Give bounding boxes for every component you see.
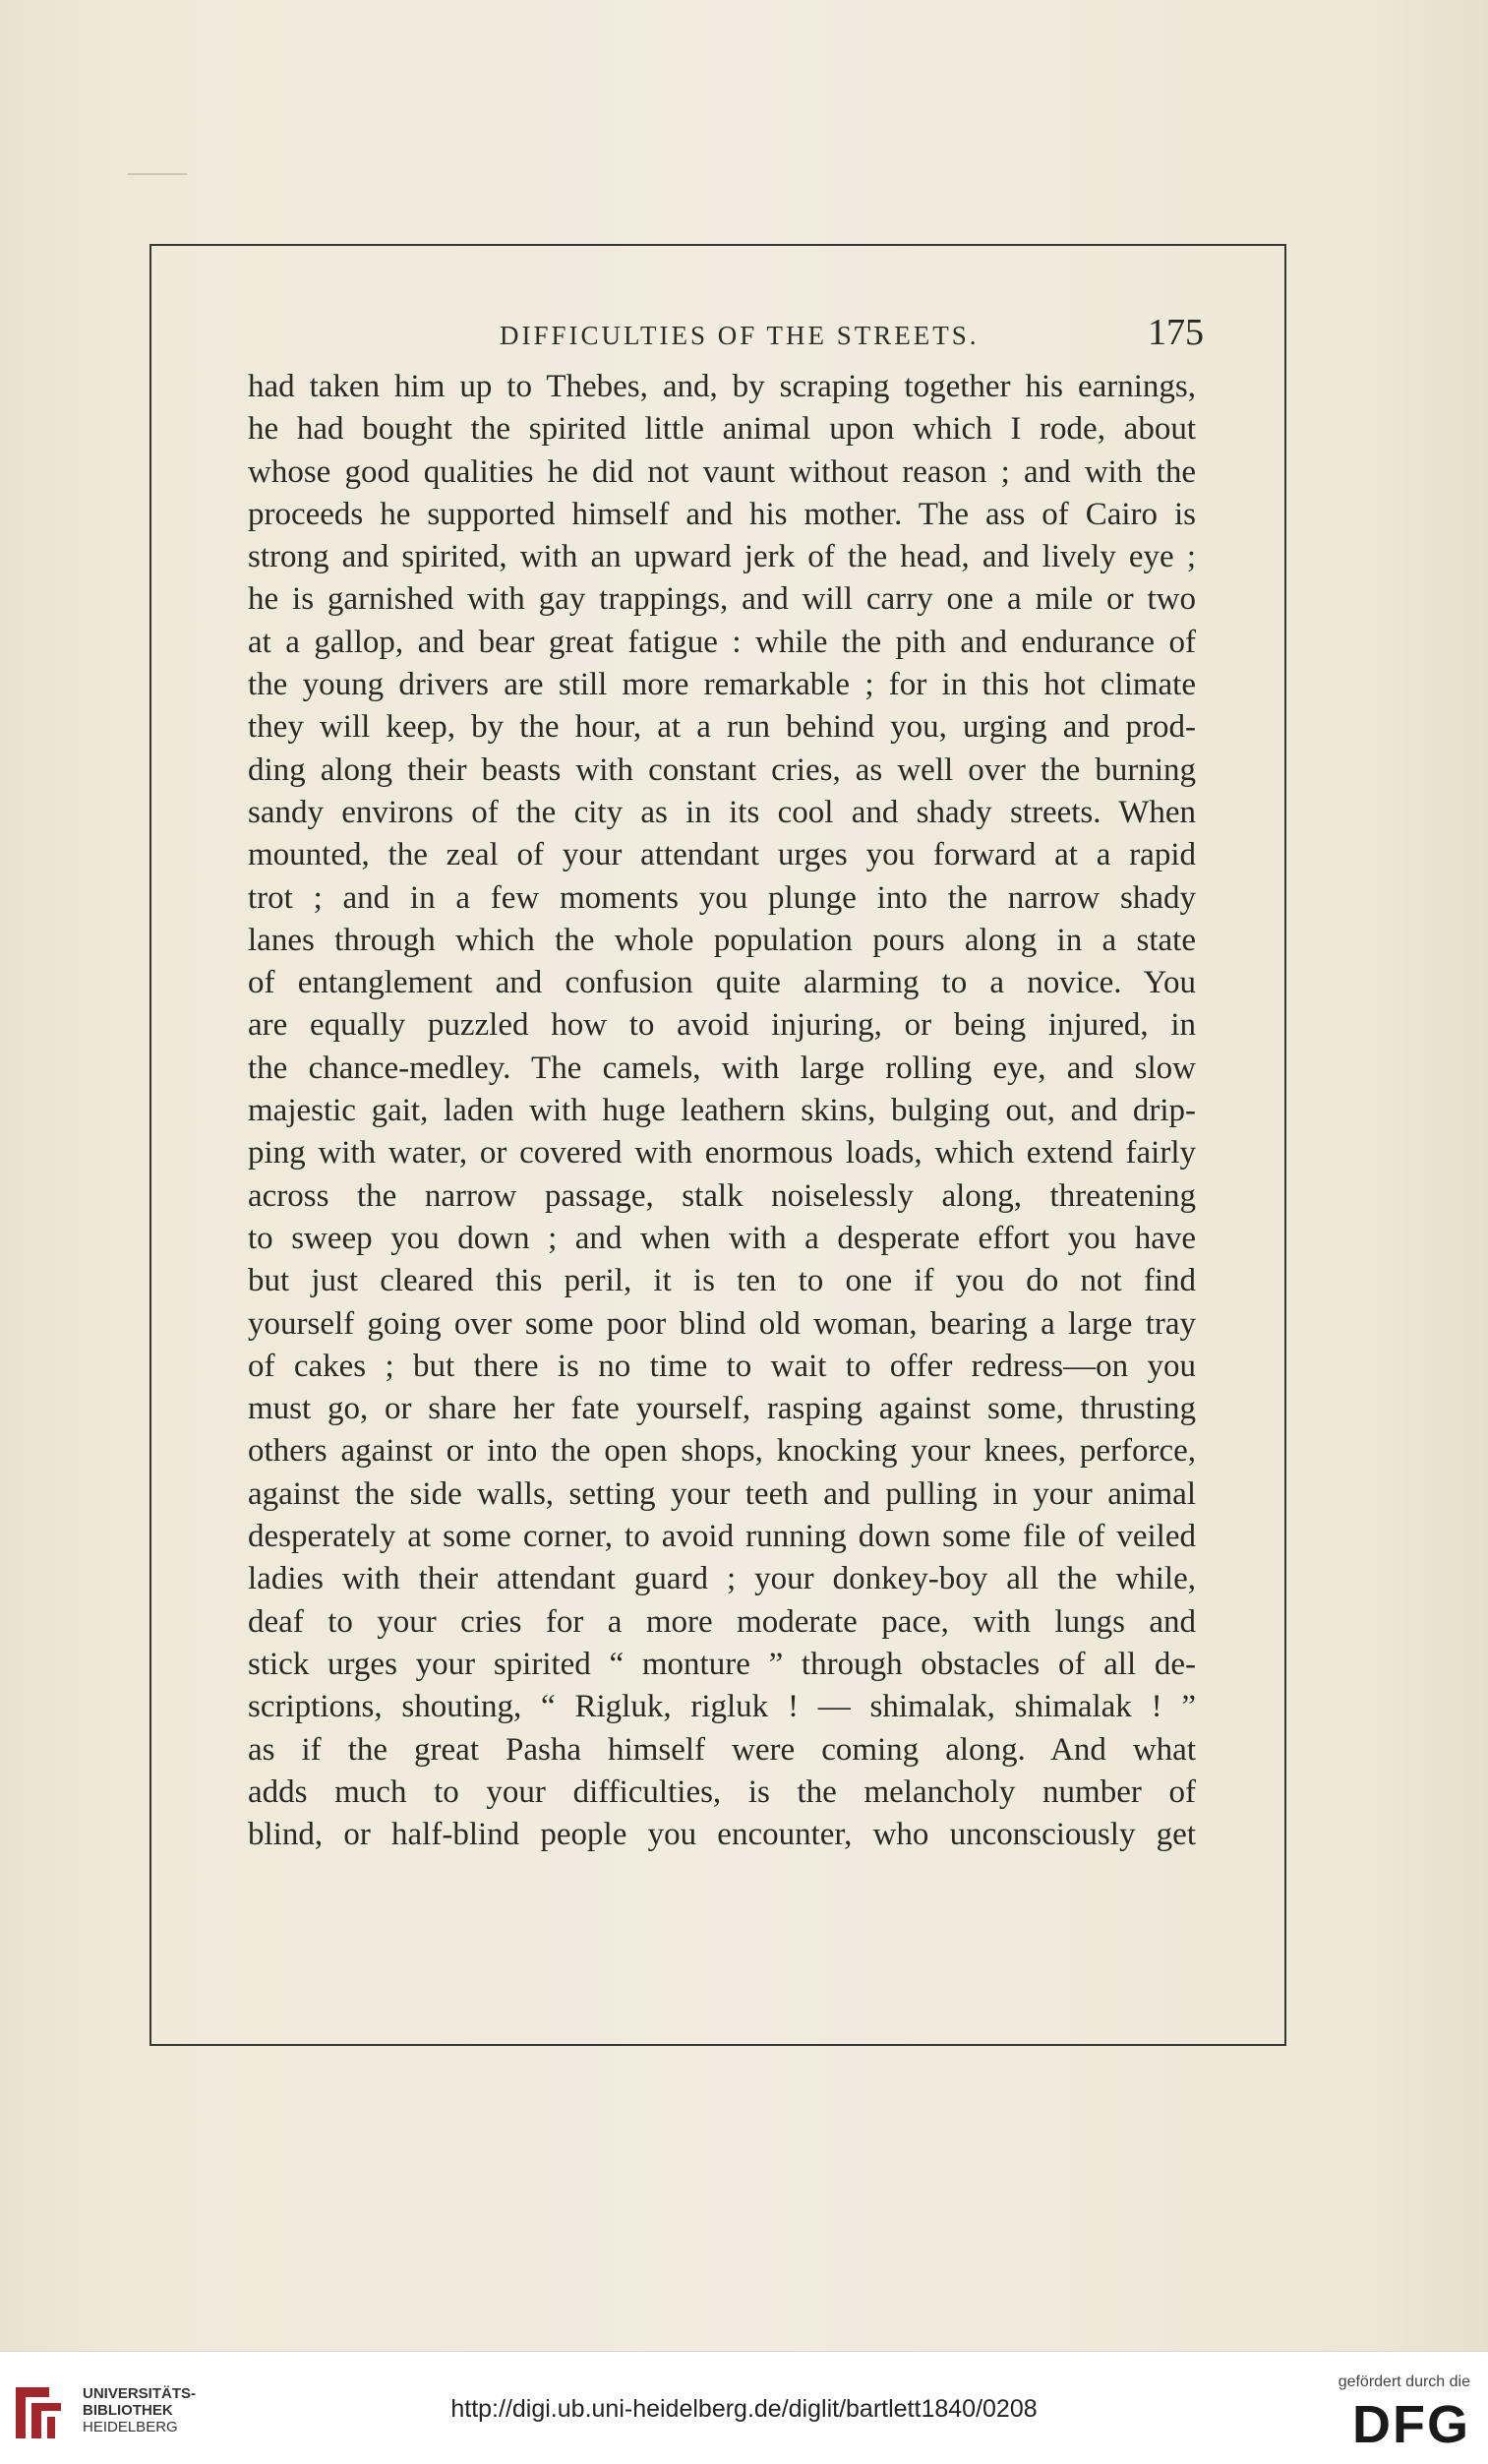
pencil-mark [128,173,187,175]
funded-by-label: gefördert durch die [1338,2374,1470,2390]
library-line-2: BIBLIOTHEK [83,2402,173,2419]
permalink-url[interactable]: http://digi.ub.uni-heidelberg.de/diglit/bartlett1840/0208 [450,2395,1038,2423]
text-line: he had bought the spirited little animal upon which I rode, about [248,411,1196,448]
text-line: had taken him up to Thebes, and, by scraping together his earnings, [248,369,1196,404]
text-line: the young drivers are still more remarkable ; for in this hot climate [248,667,1196,703]
body-text [248,366,1196,1856]
text-line: to sweep you down ; and when with a desperate effort you have [248,1220,1196,1256]
text-line: but just cleared this peril, it is ten to one if you do not find [248,1263,1196,1299]
text-line: stick urges your spirited “ monture ” through obstacles of all de- [248,1646,1196,1682]
text-line: at a gallop, and bear great fatigue : while the pith and endurance of [248,624,1196,660]
page-number: 175 [1148,312,1204,353]
text-line: the chance-medley. The camels, with large rolling eye, and slow [248,1050,1196,1086]
running-title: DIFFICULTIES OF THE STREETS. [500,321,980,350]
text-line: yourself going over some poor blind old woman, bearing a large tray [248,1305,1196,1342]
text-line: deaf to your cries for a more moderate pace, with lungs and [248,1603,1196,1640]
text-line: blind, or half-blind people you encounter, who unconsciously get [248,1817,1196,1853]
library-line-3: HEIDELBERG [83,2419,178,2435]
text-line: proceeds he supported himself and his mother. The ass of Cairo is [248,496,1196,532]
text-line: against the side walls, setting your teeth and pulling in your animal [248,1475,1196,1512]
text-line: desperately at some corner, to avoid running down some file of veiled [248,1519,1196,1555]
text-line: of entanglement and confusion quite alarming to a novice. You [248,965,1196,1001]
text-line: trot ; and in a few moments you plunge into the narrow shady [248,879,1196,916]
text-line: others against or into the open shops, knocking your knees, perforce, [248,1433,1196,1470]
text-line: across the narrow passage, stalk noiselessly along, threatening [248,1177,1196,1214]
text-line: ladies with their attendant guard ; your donkey-boy all the while, [248,1561,1196,1597]
text-line: scriptions, shouting, “ Rigluk, rigluk ! — shimalak, shimalak ! ” [248,1689,1196,1725]
text-line: as if the great Pasha himself were coming along. And what [248,1731,1196,1768]
text-line: sandy environs of the city as in its cool and shady streets. When [248,794,1196,830]
library-line-1: UNIVERSITÄTS- [83,2385,197,2402]
text-line: must go, or share her fate yourself, rasping against some, thrusting [248,1391,1196,1427]
text-line: strong and spirited, with an upward jerk of the head, and lively eye ; [248,539,1196,575]
running-head [500,312,1204,364]
text-line: of cakes ; but there is no time to wait to offer redress—on you [248,1348,1196,1384]
text-line: they will keep, by the hour, at a run behind you, urging and prod- [248,709,1196,746]
text-line: lanes through which the whole population pours along in a state [248,922,1196,958]
text-line: mounted, the zeal of your attendant urges you forward at a rapid [248,837,1196,873]
text-line: adds much to your difficulties, is the melancholy number of [248,1773,1196,1810]
viewer-footer [0,2351,1488,2464]
text-line: whose good qualities he did not vaunt without reason ; and with the [248,453,1196,490]
text-line: ping with water, or covered with enormous loads, which extend fairly [248,1135,1196,1172]
text-line: he is garnished with gay trappings, and will carry one a mile or two [248,581,1196,618]
text-line: majestic gait, laden with huge leathern skins, bulging out, and drip- [248,1093,1196,1129]
dfg-logo[interactable]: DFG [1352,2395,1470,2454]
text-line: are equally puzzled how to avoid injuring, or being injured, in [248,1007,1196,1044]
text-line: ding along their beasts with constant cries, as well over the burning [248,751,1196,788]
